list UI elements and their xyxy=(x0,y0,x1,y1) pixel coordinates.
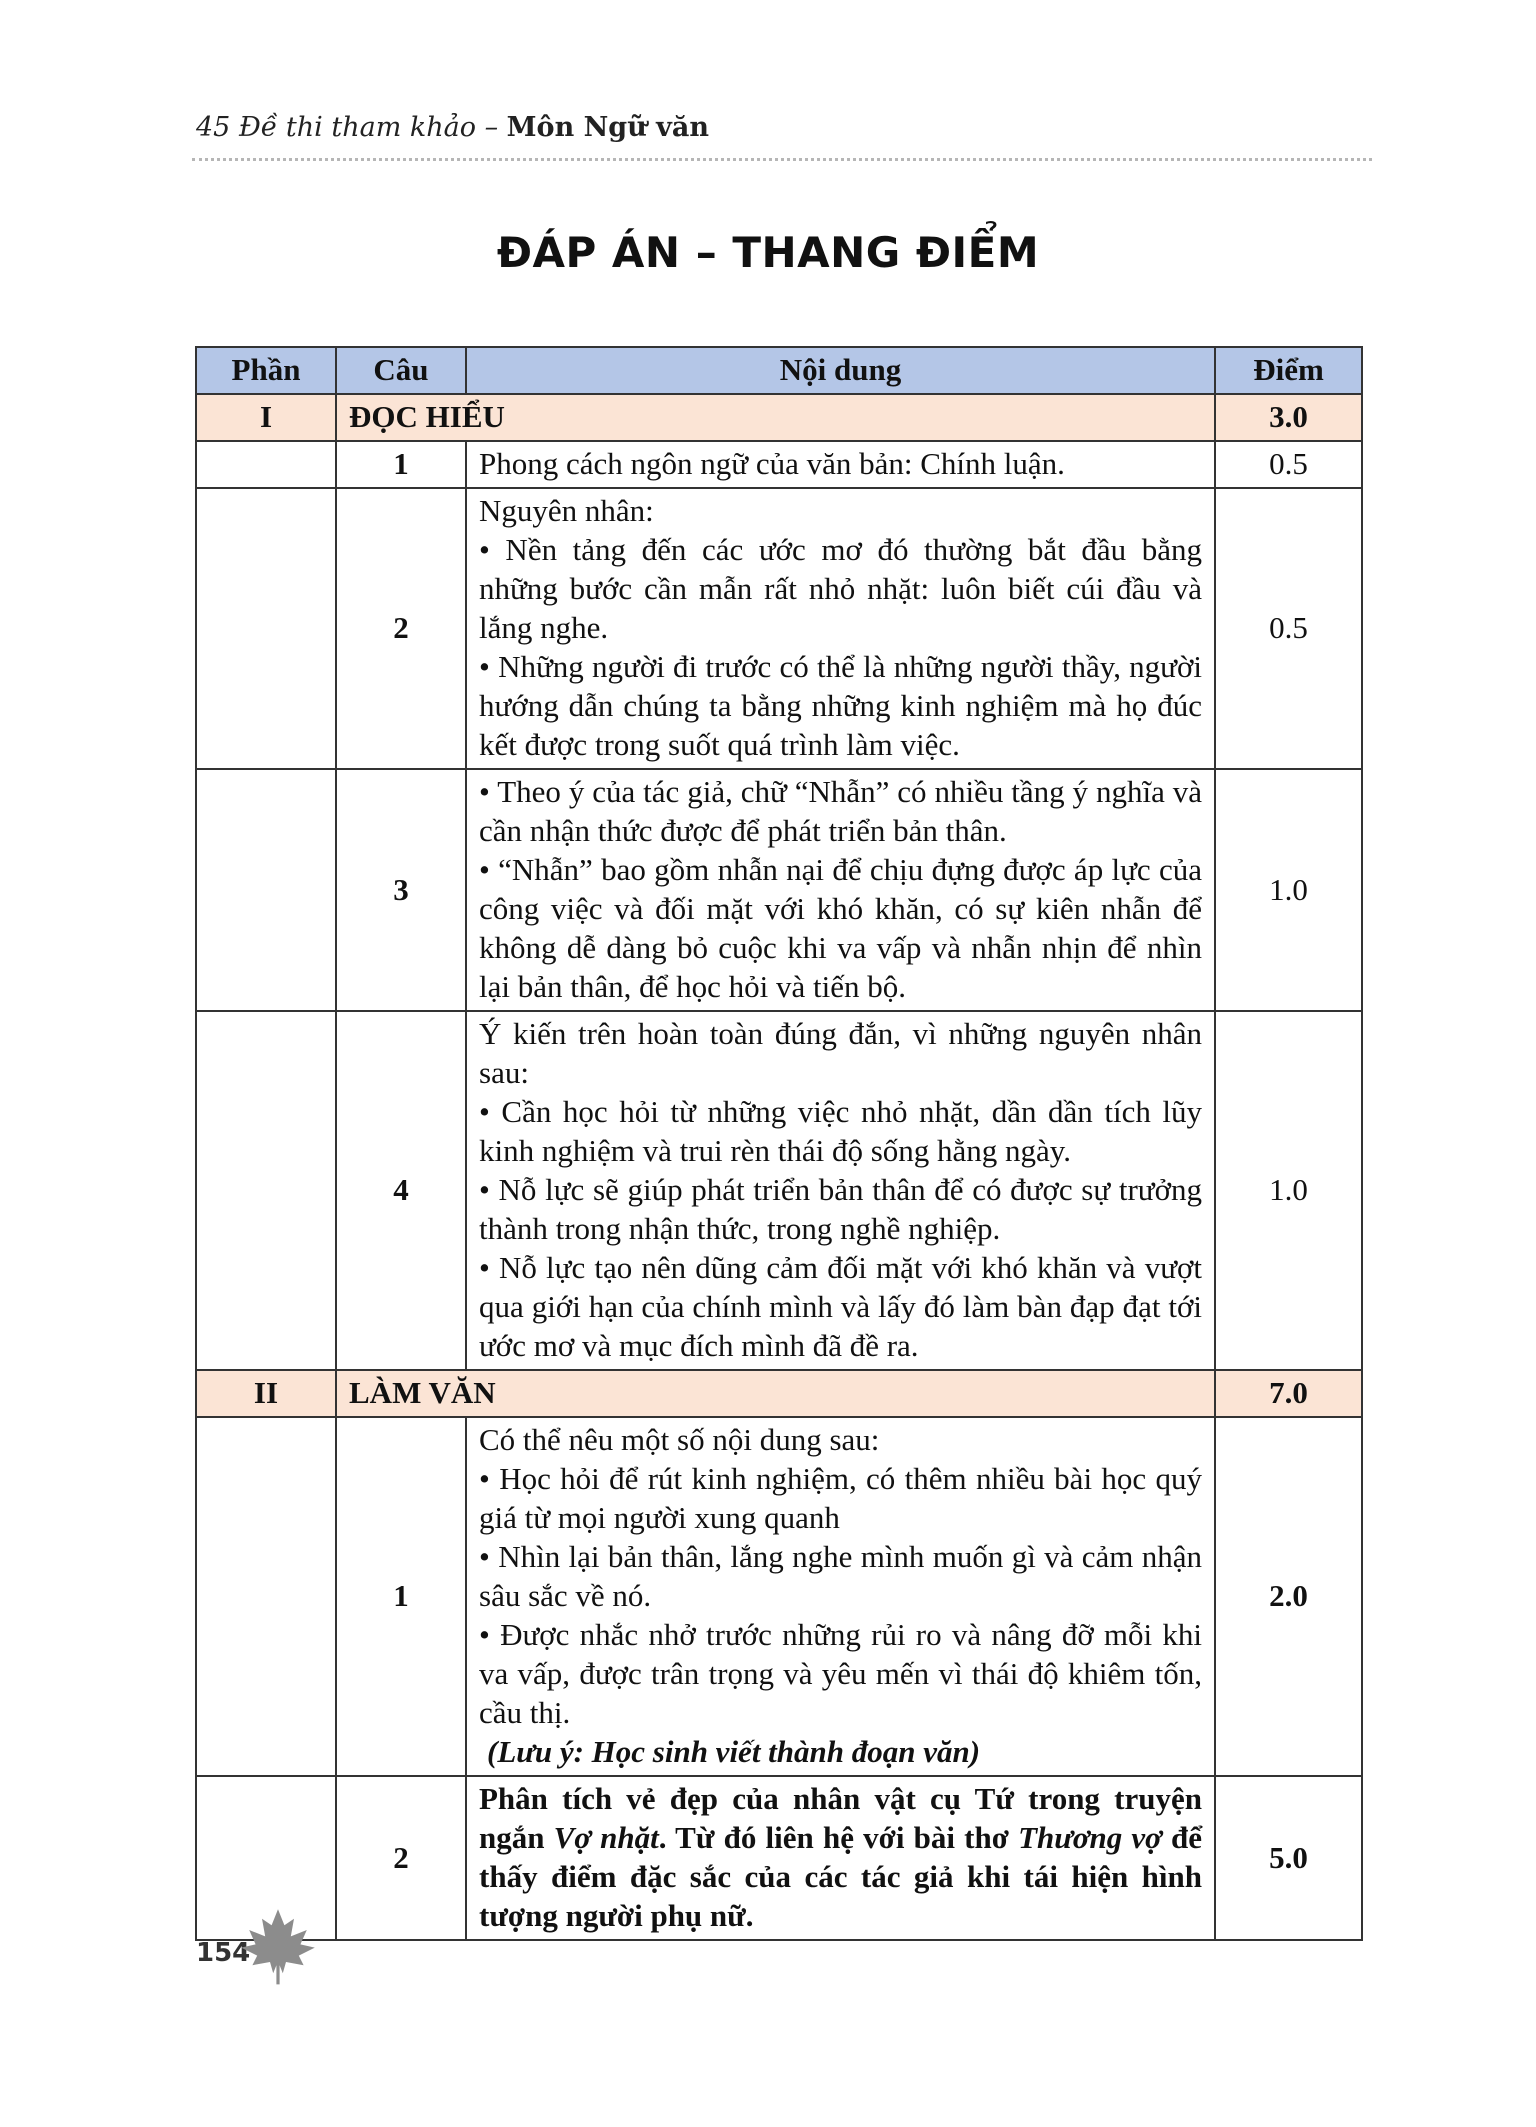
question-number: 1 xyxy=(336,1417,466,1776)
subject-title: Môn Ngữ văn xyxy=(506,112,710,143)
table-row xyxy=(196,769,1362,1011)
section-score: 7.0 xyxy=(1215,1370,1362,1417)
header-divider xyxy=(192,158,1372,161)
table-row xyxy=(196,1776,1362,1940)
header-content: Nội dung xyxy=(466,347,1215,394)
answer-table xyxy=(195,346,1363,1941)
question-number: 2 xyxy=(336,488,466,769)
question-number: 1 xyxy=(336,441,466,488)
section-row-writing xyxy=(196,1370,1362,1417)
section-name: LÀM VĂN xyxy=(336,1370,1215,1417)
score-cell: 2.0 xyxy=(1215,1417,1362,1776)
answer-content: Phong cách ngôn ngữ của văn bản: Chính luận. xyxy=(466,441,1215,488)
running-header xyxy=(196,112,709,143)
table-row xyxy=(196,488,1362,769)
table-row xyxy=(196,441,1362,488)
score-cell: 5.0 xyxy=(1215,1776,1362,1940)
table-header-row xyxy=(196,347,1362,394)
header-score: Điểm xyxy=(1215,347,1362,394)
score-cell: 1.0 xyxy=(1215,769,1362,1011)
answer-content: Nguyên nhân: • Nền tảng đến các ước mơ đó thường bắt đầu bằng những bước cần mẫn rất nhỏ nhặt: luôn biết cúi đầu và lắng nghe. • Những người đi trước có thể là những người thầy, người hướng dẫn chúng ta bằng những kinh nghiệm mà họ đúc kết được trong suốt quá trình làm việc. xyxy=(466,488,1215,769)
header-question: Câu xyxy=(336,347,466,394)
score-cell: 0.5 xyxy=(1215,441,1362,488)
section-part: I xyxy=(196,394,336,441)
section-row-reading xyxy=(196,394,1362,441)
table-row xyxy=(196,1417,1362,1776)
answer-content: Có thể nêu một số nội dung sau: • Học hỏi để rút kinh nghiệm, có thêm nhiều bài học quý giá từ mọi người xung quanh • Nhìn lại bản thân, lắng nghe mình muốn gì và cảm nhận sâu sắc về nó. • Được nhắc nhở trước những rủi ro và nâng đỡ mỗi khi va vấp, được trân trọng và yêu mến vì thái độ khiêm tốn, cầu thị. (Lưu ý: Học sinh viết thành đoạn văn) xyxy=(466,1417,1215,1776)
question-number: 3 xyxy=(336,769,466,1011)
section-score: 3.0 xyxy=(1215,394,1362,441)
score-cell: 0.5 xyxy=(1215,488,1362,769)
header-part: Phần xyxy=(196,347,336,394)
work-title: Thương vợ xyxy=(1018,1820,1162,1855)
answer-content: Phân tích vẻ đẹp của nhân vật cụ Tứ trong truyện ngắn Vợ nhặt. Từ đó liên hệ với bài thơ Thương vợ để thấy điểm đặc sắc của các tác giả khi tái hiện hình tượng người phụ nữ. xyxy=(466,1776,1215,1940)
answer-content: Ý kiến trên hoàn toàn đúng đắn, vì những nguyên nhân sau: • Cần học hỏi từ những việc nhỏ nhặt, dần dần tích lũy kinh nghiệm và trui rèn thái độ sống hằng ngày. • Nỗ lực sẽ giúp phát triển bản thân để có được sự trưởng thành trong nhận thức, trong nghề nghiệp. • Nỗ lực tạo nên dũng cảm đối mặt với khó khăn và vượt qua giới hạn của chính mình và lấy đó làm bàn đạp đạt tới ước mơ và mục đích mình đã đề ra. xyxy=(466,1011,1215,1370)
section-name: ĐỌC HIỂU xyxy=(336,394,1215,441)
table-row xyxy=(196,1011,1362,1370)
answer-content: • Theo ý của tác giả, chữ “Nhẫn” có nhiều tầng ý nghĩa và cần nhận thức được để phát triển bản thân. • “Nhẫn” bao gồm nhẫn nại để chịu đựng được áp lực của công việc và đối mặt với khó khăn, có sự kiên nhẫn để không dễ dàng bỏ cuộc khi va vấp và nhẫn nhịn để nhìn lại bản thân, để học hỏi và tiến bộ. xyxy=(466,769,1215,1011)
score-cell: 1.0 xyxy=(1215,1011,1362,1370)
note-text: (Lưu ý: Học sinh viết thành đoạn văn) xyxy=(487,1734,981,1769)
section-part: II xyxy=(196,1370,336,1417)
maple-leaf-icon xyxy=(238,1906,318,1986)
question-number: 2 xyxy=(336,1776,466,1940)
question-number: 4 xyxy=(336,1011,466,1370)
page-number: 154 xyxy=(196,1938,251,1968)
book-title: 45 Đề thi tham khảo – xyxy=(196,112,507,143)
page-title: ĐÁP ÁN – THANG ĐIỂM xyxy=(496,228,1040,277)
work-title: Vợ nhặt xyxy=(553,1820,659,1855)
